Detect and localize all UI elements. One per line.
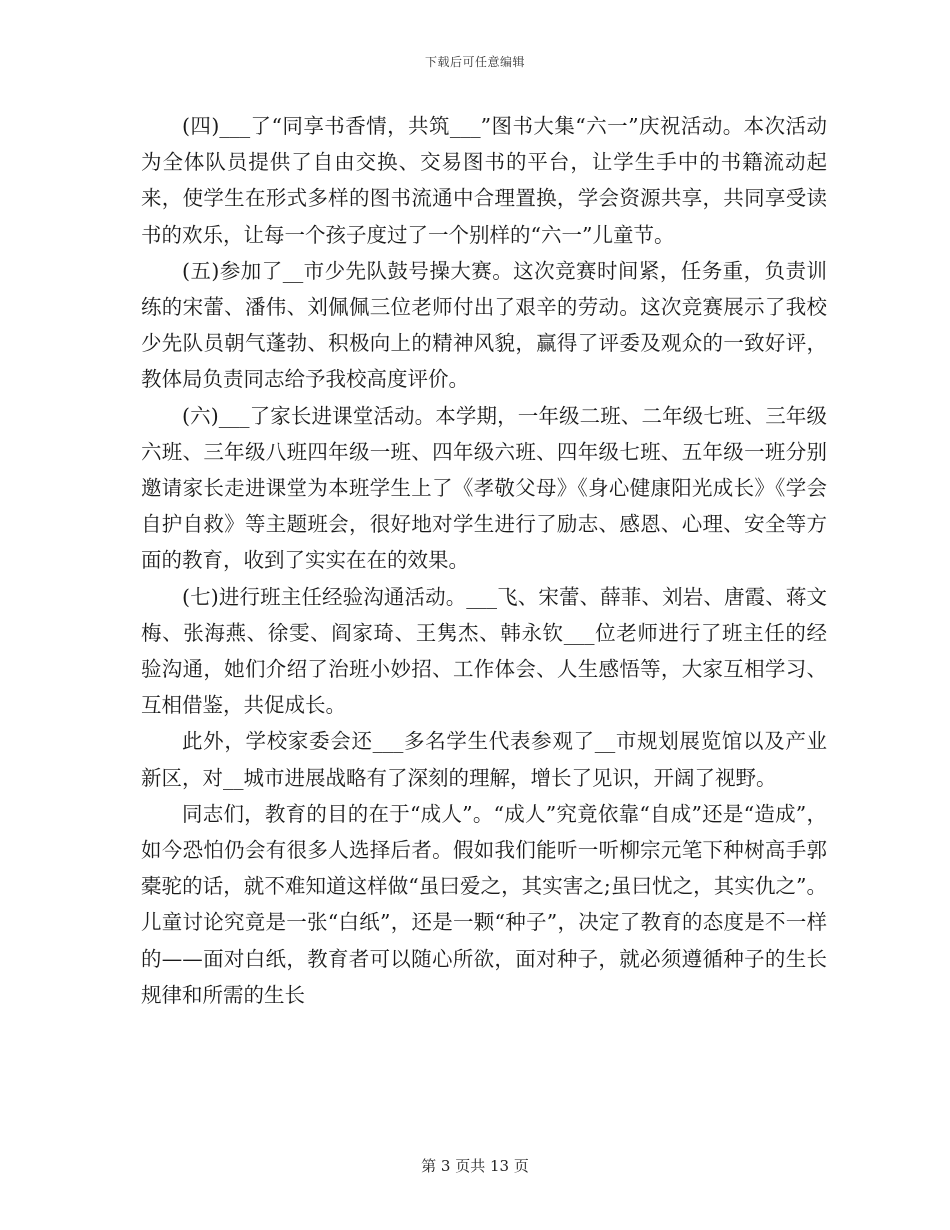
page-header-note: 下载后可任意编辑 [424, 55, 525, 69]
paragraph-additional: 此外，学校家委会还___多名学生代表参观了__市规划展览馆以及产业新区，对__城市进展战略有了深刻的理解，增长了见识，开阔了视野。 [141, 729, 827, 790]
paragraph-4: (四)___了“同享书香情，共筑___”图书大集“六一”庆祝活动。本次活动为全体队员提供了自由交换、交易图书的平台，让学生手中的书籍流动起来，使学生在形式多样的图书流通中合理置换，学会资源共享，共同享受读书的欢乐，让每一个孩子度过了一个别样的“六一”儿童节。 [141, 114, 827, 247]
paragraph-7: (七)进行班主任经验沟通活动。___飞、宋蕾、薛菲、刘岩、唐霞、蒋文梅、张海燕、徐雯、阎家琦、王隽杰、韩永钦___位老师进行了班主任的经验沟通，她们介绍了治班小妙招、工作体会、人生感悟等，大家互相学习、互相借鉴，共促成长。 [141, 584, 827, 718]
paragraph-5: (五)参加了__市少先队鼓号操大赛。这次竞赛时间紧，任务重，负责训练的宋蕾、潘伟、刘佩佩三位老师付出了艰辛的劳动。这次竞赛展示了我校少先队员朝气蓬勃、积极向上的精神风貌，赢得了评委及观众的一致好评，教体局负责同志给予我校高度评价。 [141, 258, 827, 392]
page-number: 第 3 页共 13 页 [421, 1157, 529, 1175]
paragraph-6: (六)___了家长进课堂活动。本学期，一年级二班、二年级七班、三年级六班、三年级八班四年级一班、四年级六班、四年级七班、五年级一班分别邀请家长走进课堂为本班学生上了《孝敬父母》《身心健康阳光成长》《学会自护自救》等主题班会，很好地对学生进行了励志、感恩、心理、安全等方面的教育，收到了实实在在的效果。 [141, 403, 827, 573]
paragraph-education: 同志们，教育的目的在于“成人”。“成人”究竟依靠“自成”还是“造成”，如今恐怕仍会有很多人选择后者。假如我们能听一听柳宗元笔下种树高手郭橐驼的话，就不难知道这样做“虽曰爱之，其实害之;虽曰忧之，其实仇之”。儿童讨论究竟是一张“白纸”，还是一颗“种子”，决定了教育的态度是不一样的——面对白纸，教育者可以随心所欲，面对种子，就必须遵循种子的生长规律和所需的生长 [141, 801, 827, 1007]
document-body [141, 108, 827, 1013]
